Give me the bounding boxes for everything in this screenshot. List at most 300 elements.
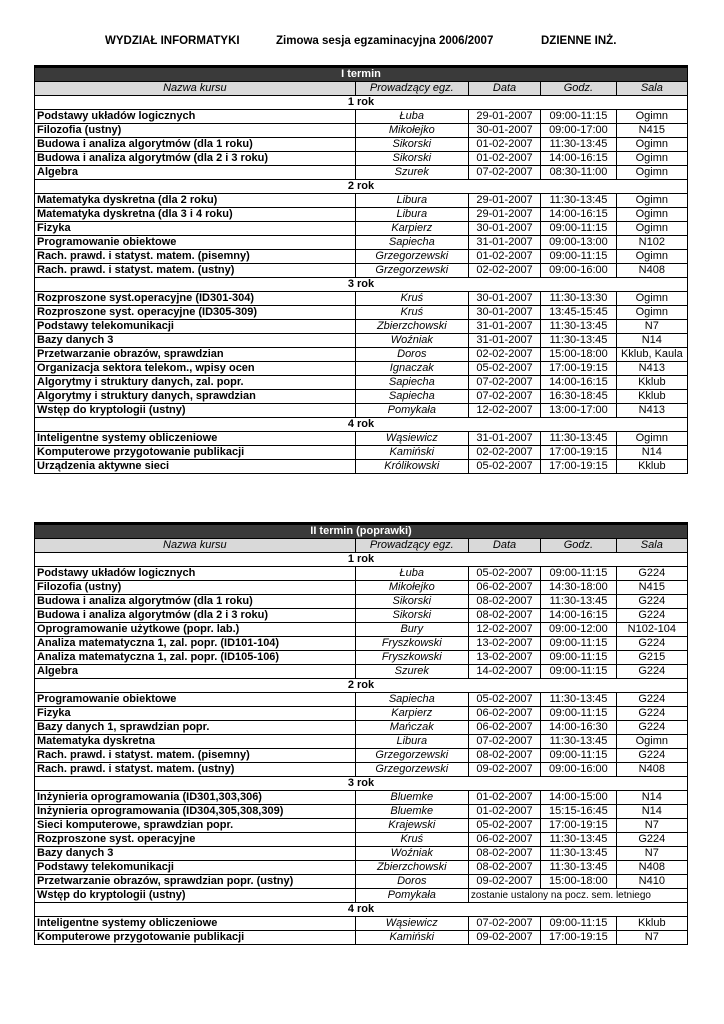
course-name: Algebra	[35, 166, 356, 180]
table-row	[35, 665, 688, 679]
document-header	[0, 35, 724, 51]
exam-room: N102-104	[616, 623, 687, 637]
table-row	[35, 194, 688, 208]
course-name: Algorytmy i struktury danych, sprawdzian	[35, 390, 356, 404]
column-header-lecturer: Prowadzący egz.	[355, 539, 468, 553]
table-row	[35, 404, 688, 418]
exam-time: 09:00-12:00	[541, 623, 616, 637]
table-row	[35, 460, 688, 474]
exam-room: G224	[616, 567, 687, 581]
lecturer-name: Sikorski	[355, 138, 468, 152]
lecturer-name: Grzegorzewski	[355, 250, 468, 264]
exam-room: G224	[616, 665, 687, 679]
lecturer-name: Sapiecha	[355, 376, 468, 390]
course-name: Fizyka	[35, 707, 356, 721]
table-row	[35, 250, 688, 264]
exam-date: 31-01-2007	[468, 236, 540, 250]
table-row	[35, 637, 688, 651]
exam-time: 11:30-13:45	[541, 138, 616, 152]
exam-date: 08-02-2007	[468, 749, 540, 763]
table-row	[35, 222, 688, 236]
course-name: Analiza matematyczna 1, zal. popr. (ID105-106)	[35, 651, 356, 665]
table-row	[35, 124, 688, 138]
exam-room: N413	[616, 404, 687, 418]
exam-room: Ogimn	[616, 250, 687, 264]
exam-room: N408	[616, 264, 687, 278]
lecturer-name: Kruś	[355, 292, 468, 306]
year-heading-row	[35, 180, 688, 194]
table-row	[35, 931, 688, 945]
exam-time: 17:00-19:15	[541, 931, 616, 945]
course-name: Matematyka dyskretna (dla 2 roku)	[35, 194, 356, 208]
faculty-name: WYDZIAŁ INFORMATYKI	[105, 35, 240, 47]
table-row	[35, 805, 688, 819]
exam-date: 30-01-2007	[468, 306, 540, 320]
exam-room: Kklub	[616, 376, 687, 390]
exam-date: 05-02-2007	[468, 693, 540, 707]
lecturer-name: Karpierz	[355, 222, 468, 236]
year-heading: 1 rok	[35, 553, 688, 567]
exam-date: 06-02-2007	[468, 581, 540, 595]
exam-date: 06-02-2007	[468, 721, 540, 735]
course-name: Rach. prawd. i statyst. matem. (ustny)	[35, 264, 356, 278]
lecturer-name: Zbierzchowski	[355, 320, 468, 334]
table-row	[35, 348, 688, 362]
table-row	[35, 432, 688, 446]
exam-time: 09:00-11:15	[541, 749, 616, 763]
table-row	[35, 609, 688, 623]
exam-date: 30-01-2007	[468, 222, 540, 236]
exam-time: 17:00-19:15	[541, 362, 616, 376]
exam-date: 01-02-2007	[468, 791, 540, 805]
exam-room: N14	[616, 791, 687, 805]
exam-room: Ogimn	[616, 292, 687, 306]
table-row	[35, 334, 688, 348]
lecturer-name: Bluemke	[355, 805, 468, 819]
lecturer-name: Grzegorzewski	[355, 749, 468, 763]
course-name: Inteligentne systemy obliczeniowe	[35, 917, 356, 931]
column-header-course: Nazwa kursu	[35, 539, 356, 553]
exam-room: N7	[616, 819, 687, 833]
column-header-time: Godz.	[541, 82, 616, 96]
exam-time: 11:30-13:45	[541, 847, 616, 861]
exam-time: 14:00-16:15	[541, 208, 616, 222]
course-name: Rach. prawd. i statyst. matem. (ustny)	[35, 763, 356, 777]
column-header-row	[35, 539, 688, 553]
exam-room: Kklub	[616, 917, 687, 931]
table-row	[35, 166, 688, 180]
year-heading: 1 rok	[35, 96, 688, 110]
table-row	[35, 292, 688, 306]
lecturer-name: Sikorski	[355, 152, 468, 166]
exam-room: G224	[616, 721, 687, 735]
session-title: Zimowa sesja egzaminacyjna 2006/2007	[276, 35, 494, 47]
table-row	[35, 749, 688, 763]
lecturer-name: Grzegorzewski	[355, 264, 468, 278]
table-row	[35, 567, 688, 581]
exam-room: Ogimn	[616, 138, 687, 152]
table-row	[35, 446, 688, 460]
exam-date: 08-02-2007	[468, 847, 540, 861]
table-row	[35, 362, 688, 376]
course-name: Budowa i analiza algorytmów (dla 1 roku)	[35, 138, 356, 152]
exam-room: Ogimn	[616, 306, 687, 320]
lecturer-name: Libura	[355, 735, 468, 749]
exam-date: 05-02-2007	[468, 567, 540, 581]
exam-time: 11:30-13:45	[541, 833, 616, 847]
course-name: Rach. prawd. i statyst. matem. (pisemny)	[35, 749, 356, 763]
exam-room: G224	[616, 833, 687, 847]
exam-room: Kklub, Kaula	[616, 348, 687, 362]
lecturer-name: Ignaczak	[355, 362, 468, 376]
exam-date: 02-02-2007	[468, 264, 540, 278]
table-row	[35, 651, 688, 665]
exam-date: 30-01-2007	[468, 124, 540, 138]
year-heading-row	[35, 278, 688, 292]
exam-time: 17:00-19:15	[541, 446, 616, 460]
exam-time: 09:00-16:00	[541, 763, 616, 777]
table-row	[35, 721, 688, 735]
table-row	[35, 320, 688, 334]
table-row	[35, 875, 688, 889]
exam-date: 01-02-2007	[468, 805, 540, 819]
exam-time: 09:00-17:00	[541, 124, 616, 138]
exam-time: 09:00-11:15	[541, 917, 616, 931]
exam-date: 13-02-2007	[468, 651, 540, 665]
table-row	[35, 390, 688, 404]
exam-room: Ogimn	[616, 222, 687, 236]
column-header-course: Nazwa kursu	[35, 82, 356, 96]
exam-time: 14:00-16:15	[541, 609, 616, 623]
exam-time: 11:30-13:45	[541, 595, 616, 609]
exam-time: 17:00-19:15	[541, 460, 616, 474]
table-row	[35, 595, 688, 609]
table-row	[35, 847, 688, 861]
exam-room: G224	[616, 749, 687, 763]
exam-time: 14:00-16:15	[541, 376, 616, 390]
table-row	[35, 693, 688, 707]
exam-time: 15:00-18:00	[541, 348, 616, 362]
exam-room: Ogimn	[616, 735, 687, 749]
course-name: Komputerowe przygotowanie publikacji	[35, 446, 356, 460]
exam-room: G224	[616, 609, 687, 623]
exam-time: 11:30-13:45	[541, 693, 616, 707]
course-name: Matematyka dyskretna (dla 3 i 4 roku)	[35, 208, 356, 222]
lecturer-name: Sikorski	[355, 609, 468, 623]
exam-room: N408	[616, 861, 687, 875]
year-heading: 2 rok	[35, 180, 688, 194]
lecturer-name: Łuba	[355, 110, 468, 124]
course-name: Budowa i analiza algorytmów (dla 2 i 3 roku)	[35, 152, 356, 166]
exam-time: 11:30-13:45	[541, 432, 616, 446]
table-row	[35, 110, 688, 124]
lecturer-name: Pomykała	[355, 889, 468, 903]
course-name: Organizacja sektora telekom., wpisy ocen	[35, 362, 356, 376]
column-header-time: Godz.	[541, 539, 616, 553]
exam-room: Ogimn	[616, 194, 687, 208]
course-name: Filozofia (ustny)	[35, 124, 356, 138]
course-name: Algebra	[35, 665, 356, 679]
course-name: Przetwarzanie obrazów, sprawdzian	[35, 348, 356, 362]
exam-date: 01-02-2007	[468, 250, 540, 264]
year-heading: 4 rok	[35, 418, 688, 432]
exam-time: 13:00-17:00	[541, 404, 616, 418]
course-name: Budowa i analiza algorytmów (dla 1 roku)	[35, 595, 356, 609]
exam-date: 01-02-2007	[468, 138, 540, 152]
table-row	[35, 735, 688, 749]
lecturer-name: Sapiecha	[355, 693, 468, 707]
course-name: Budowa i analiza algorytmów (dla 2 i 3 roku)	[35, 609, 356, 623]
exam-room: N408	[616, 763, 687, 777]
lecturer-name: Pomykała	[355, 404, 468, 418]
table-row	[35, 236, 688, 250]
exam-time: 14:30-18:00	[541, 581, 616, 595]
table-row	[35, 376, 688, 390]
course-name: Komputerowe przygotowanie publikacji	[35, 931, 356, 945]
study-mode: DZIENNE INŻ.	[541, 35, 617, 47]
exam-room: N102	[616, 236, 687, 250]
exam-time: 16:30-18:45	[541, 390, 616, 404]
exam-date: 31-01-2007	[468, 320, 540, 334]
lecturer-name: Szurek	[355, 665, 468, 679]
exam-room: Kklub	[616, 390, 687, 404]
year-heading: 3 rok	[35, 278, 688, 292]
exam-room: N14	[616, 446, 687, 460]
exam-date: 08-02-2007	[468, 861, 540, 875]
lecturer-name: Woźniak	[355, 847, 468, 861]
table-row	[35, 819, 688, 833]
exam-room: G224	[616, 693, 687, 707]
course-name: Przetwarzanie obrazów, sprawdzian popr. (ustny)	[35, 875, 356, 889]
exam-date: 02-02-2007	[468, 348, 540, 362]
course-name: Rozproszone syst.operacyjne (ID301-304)	[35, 292, 356, 306]
term-title-row	[35, 524, 688, 539]
year-heading-row	[35, 418, 688, 432]
exam-date: 07-02-2007	[468, 376, 540, 390]
exam-room: N413	[616, 362, 687, 376]
table-row	[35, 861, 688, 875]
course-name: Oprogramowanie użytkowe (popr. lab.)	[35, 623, 356, 637]
column-header-date: Data	[468, 82, 540, 96]
lecturer-name: Kamiński	[355, 446, 468, 460]
table-row	[35, 833, 688, 847]
exam-time: 14:00-15:00	[541, 791, 616, 805]
lecturer-name: Bury	[355, 623, 468, 637]
course-name: Inżynieria oprogramowania (ID304,305,308,309)	[35, 805, 356, 819]
course-name: Bazy danych 1, sprawdzian popr.	[35, 721, 356, 735]
column-header-date: Data	[468, 539, 540, 553]
course-name: Wstęp do kryptologii (ustny)	[35, 404, 356, 418]
course-name: Urządzenia aktywne sieci	[35, 460, 356, 474]
lecturer-name: Grzegorzewski	[355, 763, 468, 777]
exam-time: 09:00-16:00	[541, 264, 616, 278]
lecturer-name: Królikowski	[355, 460, 468, 474]
exam-time: 09:00-11:15	[541, 567, 616, 581]
lecturer-name: Sikorski	[355, 595, 468, 609]
course-name: Inżynieria oprogramowania (ID301,303,306)	[35, 791, 356, 805]
lecturer-name: Fryszkowski	[355, 651, 468, 665]
lecturer-name: Sapiecha	[355, 390, 468, 404]
exam-time: 11:30-13:45	[541, 194, 616, 208]
lecturer-name: Sapiecha	[355, 236, 468, 250]
exam-date: 05-02-2007	[468, 819, 540, 833]
exam-time: 09:00-13:00	[541, 236, 616, 250]
course-name: Wstęp do kryptologii (ustny)	[35, 889, 356, 903]
course-name: Rozproszone syst. operacyjne	[35, 833, 356, 847]
lecturer-name: Mańczak	[355, 721, 468, 735]
lecturer-name: Wąsiewicz	[355, 917, 468, 931]
exam-date: 29-01-2007	[468, 110, 540, 124]
exam-time: 09:00-11:15	[541, 110, 616, 124]
table-row	[35, 917, 688, 931]
exam-room: N410	[616, 875, 687, 889]
schedule-note: zostanie ustalony na pocz. sem. letniego	[468, 889, 687, 903]
exam-time: 17:00-19:15	[541, 819, 616, 833]
exam-time: 09:00-11:15	[541, 707, 616, 721]
course-name: Rozproszone syst. operacyjne (ID305-309)	[35, 306, 356, 320]
column-header-room: Sala	[616, 539, 687, 553]
exam-room: G224	[616, 707, 687, 721]
exam-room: Kklub	[616, 460, 687, 474]
table-row	[35, 264, 688, 278]
lecturer-name: Kamiński	[355, 931, 468, 945]
lecturer-name: Libura	[355, 194, 468, 208]
exam-date: 01-02-2007	[468, 152, 540, 166]
column-header-lecturer: Prowadzący egz.	[355, 82, 468, 96]
exam-room: Ogimn	[616, 432, 687, 446]
course-name: Bazy danych 3	[35, 847, 356, 861]
exam-room: N7	[616, 847, 687, 861]
course-name: Podstawy telekomunikacji	[35, 320, 356, 334]
exam-room: N415	[616, 124, 687, 138]
exam-room: N7	[616, 320, 687, 334]
exam-date: 14-02-2007	[468, 665, 540, 679]
course-name: Podstawy układów logicznych	[35, 567, 356, 581]
course-name: Sieci komputerowe, sprawdzian popr.	[35, 819, 356, 833]
exam-date: 09-02-2007	[468, 931, 540, 945]
year-heading-row	[35, 553, 688, 567]
exam-room: N14	[616, 334, 687, 348]
course-name: Analiza matematyczna 1, zal. popr. (ID101-104)	[35, 637, 356, 651]
year-heading-row	[35, 96, 688, 110]
exam-date: 06-02-2007	[468, 833, 540, 847]
exam-date: 31-01-2007	[468, 432, 540, 446]
course-name: Inteligentne systemy obliczeniowe	[35, 432, 356, 446]
exam-date: 13-02-2007	[468, 637, 540, 651]
exam-date: 12-02-2007	[468, 623, 540, 637]
exam-time: 14:00-16:30	[541, 721, 616, 735]
exam-room: G224	[616, 595, 687, 609]
year-heading: 2 rok	[35, 679, 688, 693]
exam-room: Ogimn	[616, 208, 687, 222]
lecturer-name: Woźniak	[355, 334, 468, 348]
course-name: Algorytmy i struktury danych, zal. popr.	[35, 376, 356, 390]
year-heading-row	[35, 679, 688, 693]
course-name: Filozofia (ustny)	[35, 581, 356, 595]
exam-table-first-term	[34, 65, 688, 474]
year-heading: 4 rok	[35, 903, 688, 917]
exam-room: N7	[616, 931, 687, 945]
lecturer-name: Libura	[355, 208, 468, 222]
exam-time: 11:30-13:30	[541, 292, 616, 306]
exam-time: 11:30-13:45	[541, 861, 616, 875]
course-name: Programowanie obiektowe	[35, 693, 356, 707]
column-header-room: Sala	[616, 82, 687, 96]
exam-room: Ogimn	[616, 166, 687, 180]
column-header-row	[35, 82, 688, 96]
year-heading-row	[35, 777, 688, 791]
exam-date: 29-01-2007	[468, 194, 540, 208]
course-name: Fizyka	[35, 222, 356, 236]
exam-date: 05-02-2007	[468, 362, 540, 376]
exam-date: 08-02-2007	[468, 609, 540, 623]
course-name: Matematyka dyskretna	[35, 735, 356, 749]
exam-date: 09-02-2007	[468, 875, 540, 889]
table-row	[35, 306, 688, 320]
exam-date: 12-02-2007	[468, 404, 540, 418]
course-name: Podstawy układów logicznych	[35, 110, 356, 124]
exam-time: 09:00-11:15	[541, 637, 616, 651]
year-heading-row	[35, 903, 688, 917]
exam-room: Ogimn	[616, 110, 687, 124]
table-row	[35, 152, 688, 166]
lecturer-name: Mikołejko	[355, 124, 468, 138]
course-name: Programowanie obiektowe	[35, 236, 356, 250]
course-name: Podstawy telekomunikacji	[35, 861, 356, 875]
lecturer-name: Fryszkowski	[355, 637, 468, 651]
exam-date: 30-01-2007	[468, 292, 540, 306]
exam-room: G224	[616, 637, 687, 651]
exam-date: 07-02-2007	[468, 390, 540, 404]
exam-room: Ogimn	[616, 152, 687, 166]
exam-time: 11:30-13:45	[541, 334, 616, 348]
exam-room: G215	[616, 651, 687, 665]
exam-time: 09:00-11:15	[541, 665, 616, 679]
exam-date: 07-02-2007	[468, 917, 540, 931]
exam-time: 09:00-11:15	[541, 651, 616, 665]
exam-date: 06-02-2007	[468, 707, 540, 721]
table-row	[35, 138, 688, 152]
exam-date: 29-01-2007	[468, 208, 540, 222]
exam-date: 05-02-2007	[468, 460, 540, 474]
exam-room: N415	[616, 581, 687, 595]
exam-time: 15:00-18:00	[541, 875, 616, 889]
table-row	[35, 581, 688, 595]
exam-time: 15:15-16:45	[541, 805, 616, 819]
lecturer-name: Bluemke	[355, 791, 468, 805]
lecturer-name: Krajewski	[355, 819, 468, 833]
lecturer-name: Karpierz	[355, 707, 468, 721]
lecturer-name: Zbierzchowski	[355, 861, 468, 875]
table-row	[35, 889, 688, 903]
exam-time: 09:00-11:15	[541, 250, 616, 264]
lecturer-name: Doros	[355, 348, 468, 362]
lecturer-name: Wąsiewicz	[355, 432, 468, 446]
exam-date: 09-02-2007	[468, 763, 540, 777]
term-title-row	[35, 67, 688, 82]
exam-time: 09:00-11:15	[541, 222, 616, 236]
lecturer-name: Kruś	[355, 306, 468, 320]
table-row	[35, 707, 688, 721]
exam-time: 13:45-15:45	[541, 306, 616, 320]
exam-date: 07-02-2007	[468, 166, 540, 180]
lecturer-name: Kruś	[355, 833, 468, 847]
exam-date: 31-01-2007	[468, 334, 540, 348]
term-title: I termin	[35, 67, 688, 82]
exam-date: 07-02-2007	[468, 735, 540, 749]
course-name: Bazy danych 3	[35, 334, 356, 348]
term-title: II termin (poprawki)	[35, 524, 688, 539]
